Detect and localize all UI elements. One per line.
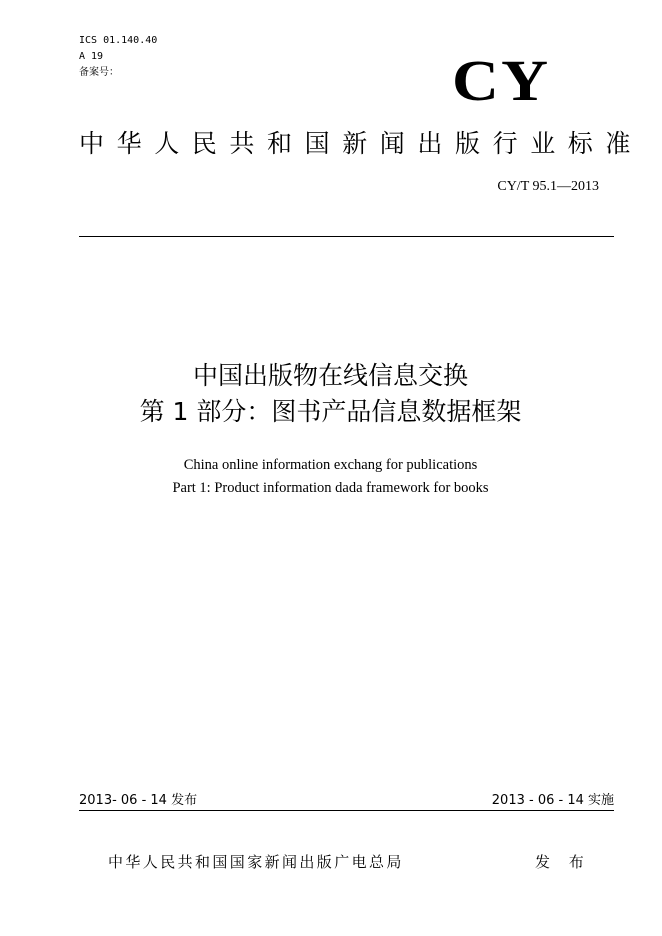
standard-category-title: 中华人民共和国新闻出版行业标准 [79,129,644,158]
issue-label: 发 布 [535,853,591,871]
cy-logo: CY [452,48,551,113]
title-line-2: 第 1 部分：图书产品信息数据框架 [139,397,522,426]
english-title-line-2: Part 1: Product information dada framework for books [172,480,489,496]
issuing-authority: 中华人民共和国国家新闻出版广电总局 [108,853,404,871]
publish-date: 2013- 06 - 14 发布 [79,793,198,808]
english-title-line-1: China online information exchang for publications [183,457,478,473]
classification-block [79,33,157,81]
english-title [79,454,582,500]
top-divider [79,236,614,237]
filing-number-label: 备案号： [79,67,119,78]
document-title [79,358,582,430]
title-line-1: 中国出版物在线信息交换 [192,361,468,390]
ccs-code: A 19 [79,51,104,62]
bottom-divider [79,810,614,811]
implementation-date: 2013 - 06 - 14 实施 [491,793,614,808]
ics-code: ICS 01.140.40 [79,35,158,46]
standard-code: CY/T 95.1—2013 [497,179,599,194]
